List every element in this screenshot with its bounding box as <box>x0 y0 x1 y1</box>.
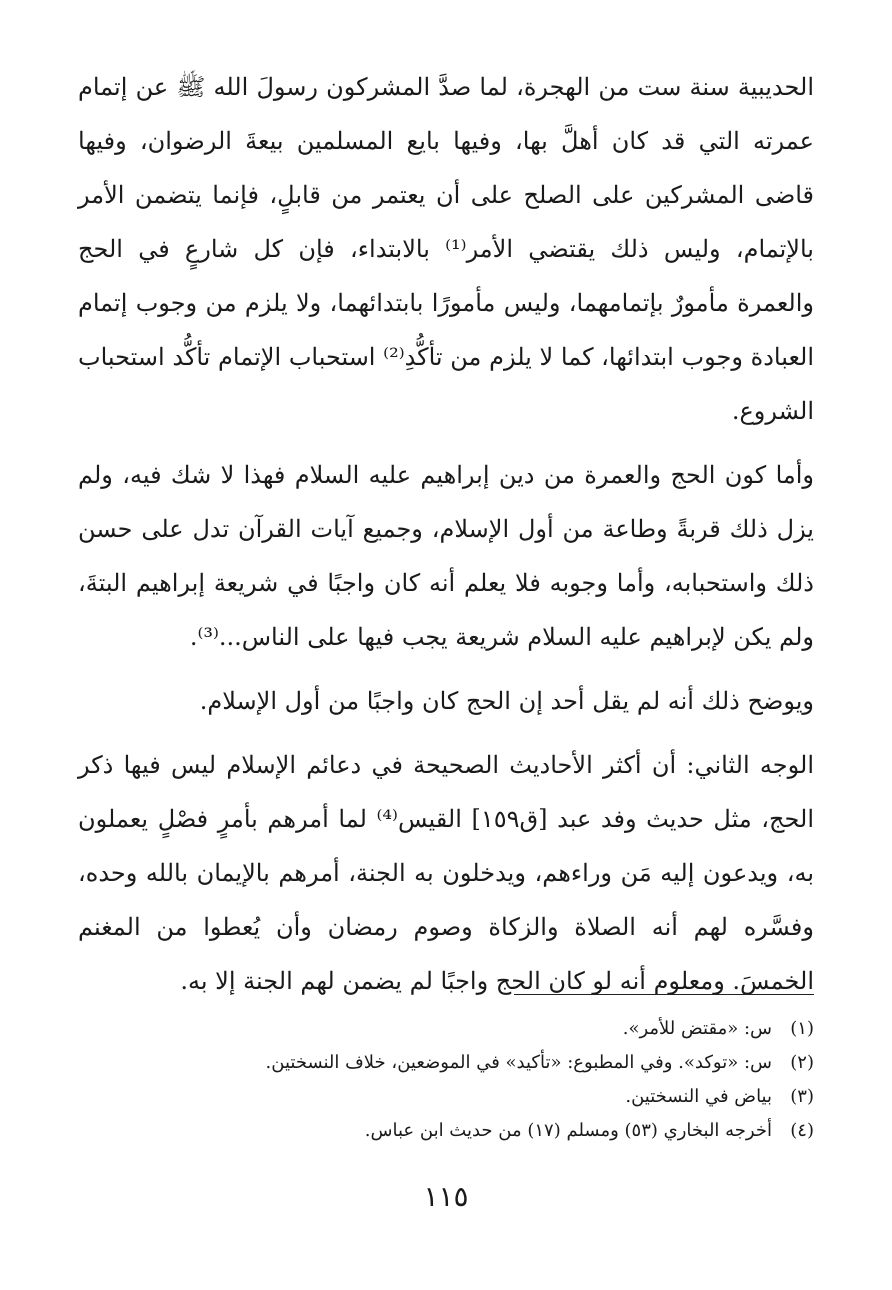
footnote-3 <box>78 1080 814 1114</box>
footnote-divider <box>514 994 814 995</box>
main-text <box>78 60 814 1008</box>
paragraph-4: الوجه الثاني: أن أكثر الأحاديث الصحيحة في دعائم الإسلام ليس فيها ذكر الحج، مثل حديث وفد عبد [ق١٥٩] القيس⁽⁴⁾ لما أمرهم بأمرٍ فصْلٍ يعملون به، ويدعون إليه مَن وراءهم، ويدخلون به الجنة، أمرهم بالإيمان بالله وحده، وفسَّره لهم أنه الصلاة والزكاة وصوم رمضان وأن يُعطوا من المغنم الخمسَ. ومعلوم أنه لو كان الحج واجبًا لم يضمن لهم الجنة إلا به. <box>78 751 814 995</box>
footnote-text: س: «توكد». وفي المطبوع: «تأكيد» في الموضعين، خلاف النسختين. <box>265 1052 772 1073</box>
footnote-number: (١) <box>790 1018 814 1039</box>
footnote-4 <box>78 1114 814 1148</box>
paragraph-2: وأما كون الحج والعمرة من دين إبراهيم عليه السلام فهذا لا شك فيه، ولم يزل ذلك قربةً وطاعة من أول الإسلام، وجميع آيات القرآن تدل على حسن ذلك واستحبابه، وأما وجوبه فلا يعلم أنه كان واجبًا في شريعة إبراهيم البتةَ، ولم يكن لإبراهيم عليه السلام شريعة يجب فيها على الناس...⁽³⁾. <box>78 461 814 651</box>
footnote-text: أخرجه البخاري (٥٣) ومسلم (١٧) من حديث ابن عباس. <box>364 1120 772 1141</box>
page-number: ١١٥ <box>423 1180 469 1213</box>
footnote-text: س: «مقتض للأمر». <box>622 1018 772 1039</box>
paragraph-3: ويوضح ذلك أنه لم يقل أحد إن الحج كان واجبًا من أول الإسلام. <box>199 687 814 715</box>
paragraph-1: الحديبية سنة ست من الهجرة، لما صدَّ المشركون رسولَ الله ﷺ عن إتمام عمرته التي قد كان أهلَّ بها، وفيها بايع المسلمين بيعةَ الرضوان، وفيها قاضى المشركين على الصلح على أن يعتمر من قابلٍ، فإنما يتضمن الأمر بالإتمام، وليس ذلك يقتضي الأمر⁽¹⁾ بالابتداء، فإن كل شارعٍ في الحج والعمرة مأمورٌ بإتمامهما، وليس مأمورًا بابتدائهما، ولا يلزم من وجوب إتمام العبادة وجوب ابتدائها، كما لا يلزم من تأكُّدِ⁽²⁾ استحباب الإتمام تأكُّد استحباب الشروع. <box>78 73 814 425</box>
footnote-number: (٣) <box>790 1086 814 1107</box>
footnote-number: (٢) <box>790 1052 814 1073</box>
footnote-1 <box>78 1012 814 1046</box>
footnotes <box>78 1012 814 1148</box>
footnote-number: (٤) <box>790 1120 814 1141</box>
footnote-2 <box>78 1046 814 1080</box>
footnote-text: بياض في النسختين. <box>625 1086 772 1107</box>
